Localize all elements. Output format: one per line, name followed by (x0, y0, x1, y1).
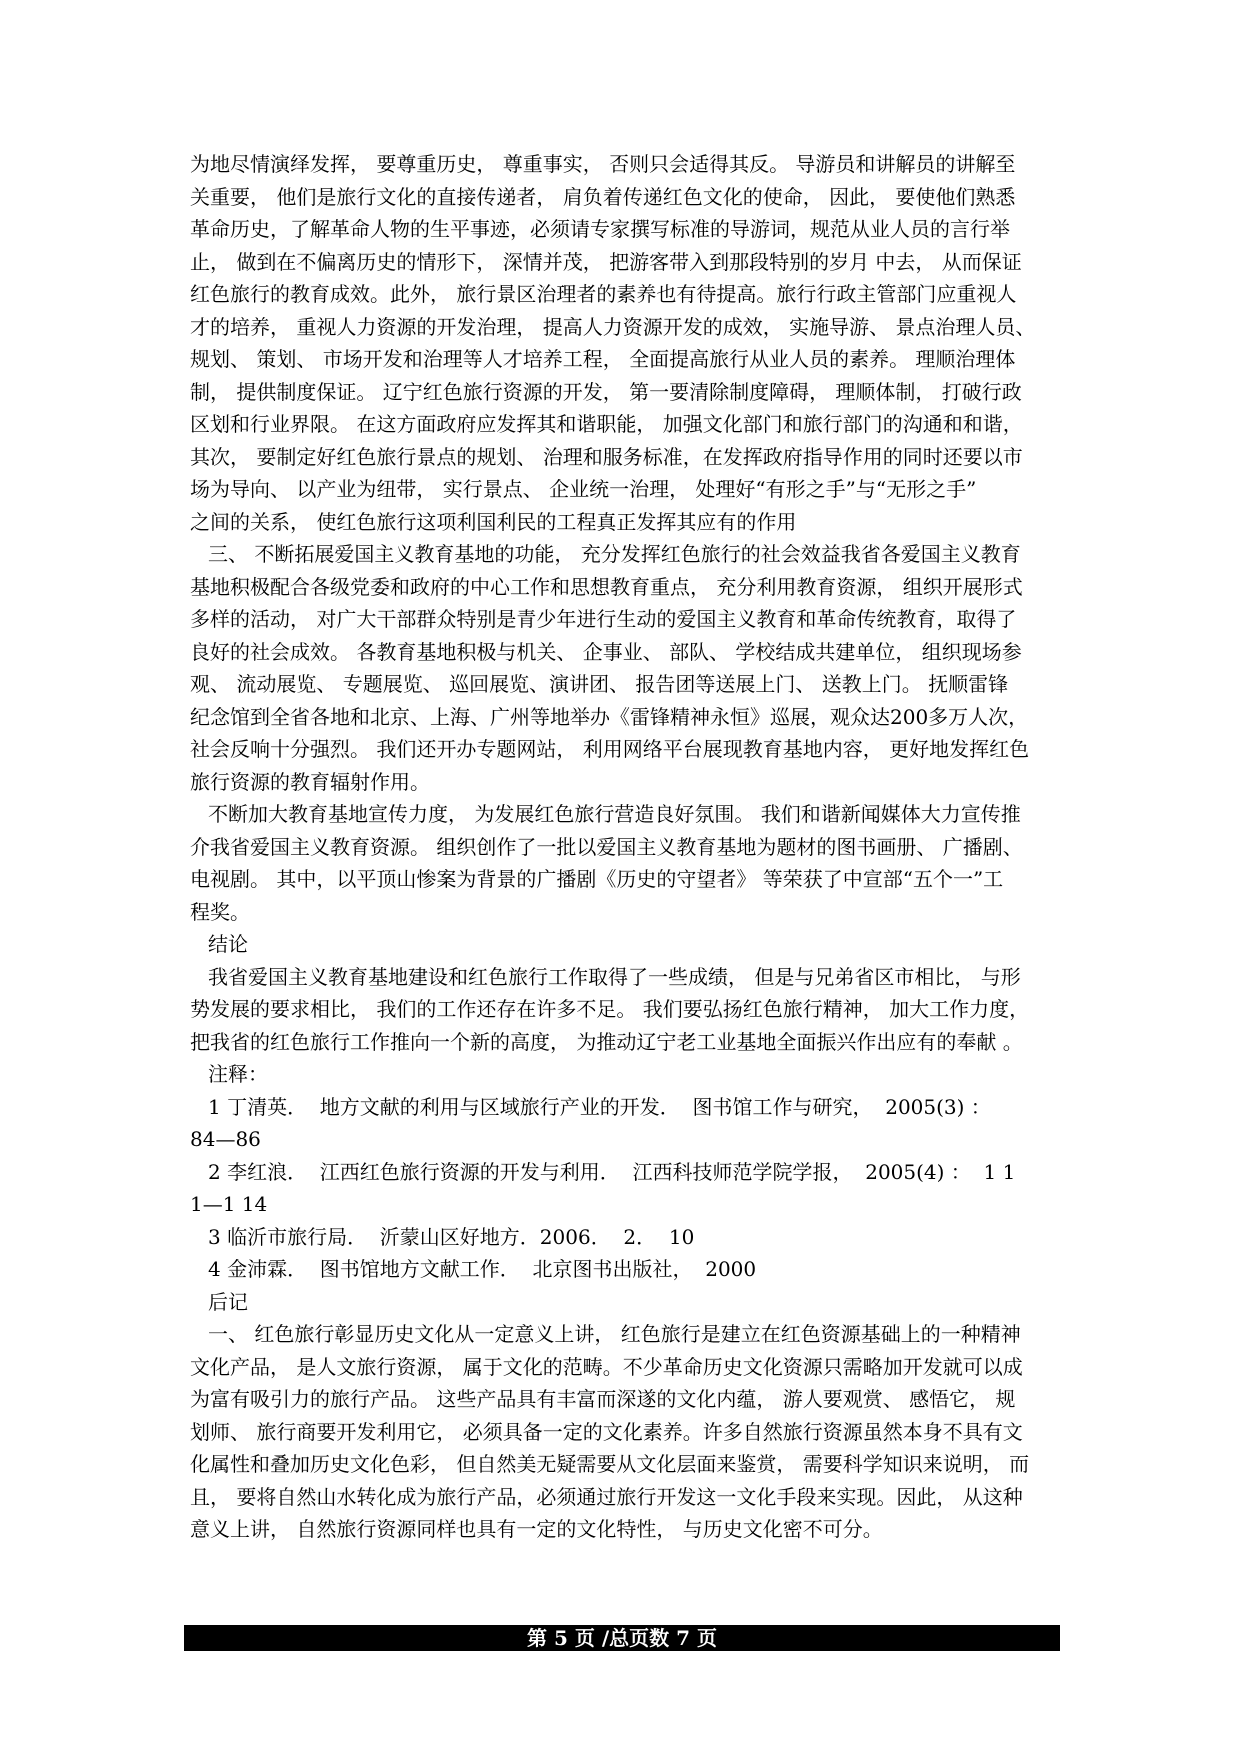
text-line: 场为导向、 以产业为纽带， 实行景点、 企业统一治理， 处理好“有形之手”与“无形之手” (190, 477, 977, 501)
text-line: 关重要， 他们是旅行文化的直接传递者， 肩负着传递红色文化的使命， 因此， 要使他们熟悉 (190, 184, 1016, 209)
text-line: 势发展的要求相比， 我们的工作还存在许多不足。 我们要弘扬红色旅行精神， 加大工作力度， (190, 997, 1030, 1021)
text-line: 观、 流动展览、 专题展览、 巡回展览、演讲团、 报告团等送展上门、 送教上门。 抚顺雷锋 (190, 672, 1009, 696)
text-line: 4 金沛霖． 图书馆地方文献工作． 北京图书出版社， 2000 (208, 1257, 757, 1281)
text-line: 多样的活动， 对广大干部群众特别是青少年进行生动的爱国主义教育和革命传统教育，取得了 (190, 607, 1017, 631)
text-line: 其次， 要制定好红色旅行景点的规划、 治理和服务标准，在发挥政府指导作用的同时还要以市 (190, 444, 1023, 469)
text-line: 三、 不断拓展爱国主义教育基地的功能， 充分发挥红色旅行的社会效益我省各爱国主义教育 (208, 542, 1021, 566)
text-line: 才的培养， 重视人力资源的开发治理， 提高人力资源开发的成效， 实施导游、 景点治理人员、 (190, 314, 1036, 339)
text-line: 一、 红色旅行彰显历史文化从一定意义上讲， 红色旅行是建立在红色资源基础上的一种精神 (208, 1322, 1021, 1346)
text-line: 规划、 策划、 市场开发和治理等人才培养工程， 全面提高旅行从业人员的素养。 理顺治理体 (190, 347, 1016, 371)
page-footer (184, 1625, 1060, 1651)
text-line: 为富有吸引力的旅行产品。 这些产品具有丰富而深遂的文化内蕴， 游人要观赏、 感悟它， 规 (190, 1387, 1016, 1411)
text-line: 介我省爱国主义教育资源。 组织创作了一批以爱国主义教育基地为题材的图书画册、 广播剧、 (190, 834, 1023, 859)
text-line: 后记 (208, 1289, 248, 1314)
text-line: 1—1 14 (190, 1192, 268, 1216)
page-number: 第 5 页 /总页数 7 页 (527, 1626, 717, 1650)
text-line: 结论 (208, 932, 248, 956)
text-line: 且， 要将自然山水转化成为旅行产品，必须通过旅行开发这一文化手段来实现。因此， 从这种 (190, 1484, 1023, 1509)
text-line: 良好的社会成效。 各教育基地积极与机关、 企事业、 部队、 学校结成共建单位， 组织现场参 (190, 639, 1022, 664)
text-line: 制， 提供制度保证。 辽宁红色旅行资源的开发， 第一要清除制度障碍， 理顺体制， 打破行政 (190, 379, 1022, 404)
text-line: 社会反响十分强烈。 我们还开办专题网站， 利用网络平台展现教育基地内容， 更好地发挥红色 (190, 737, 1030, 761)
text-line: 程奖。 (190, 899, 250, 924)
text-line: 意义上讲， 自然旅行资源同样也具有一定的文化特性， 与历史文化密不可分。 (190, 1517, 883, 1541)
text-line: 纪念馆到全省各地和北京、上海、广州等地举办《雷锋精神永恒》巡展，观众达200多万人次， (190, 704, 1029, 729)
text-line: 之间的关系， 使红色旅行这项利国利民的工程真正发挥其应有的作用 (190, 509, 797, 534)
document-body (190, 148, 1070, 1546)
text-line: 化属性和叠加历史文化色彩， 但自然美无疑需要从文化层面来鉴赏， 需要科学知识来说明， 而 (190, 1452, 1030, 1476)
text-line: 不断加大教育基地宣传力度， 为发展红色旅行营造良好氛围。 我们和谐新闻媒体大力宣传推 (208, 802, 1021, 826)
text-line: 为地尽情演绎发挥， 要尊重历史， 尊重事实， 否则只会适得其反。 导游员和讲解员的讲解至 (190, 152, 1016, 176)
text-line: 把我省的红色旅行工作推向一个新的高度， 为推动辽宁老工业基地全面振兴作出应有的奉献 。 (190, 1029, 1023, 1054)
text-line: 3 临沂市旅行局． 沂蒙山区好地方．2006． 2． 10 (208, 1224, 695, 1249)
text-line: 文化产品， 是人文旅行资源， 属于文化的范畴。不少革命历史文化资源只需略加开发就可以成 (190, 1354, 1023, 1379)
text-line: 旅行资源的教育辐射作用。 (190, 769, 430, 794)
text-line: 基地积极配合各级党委和政府的中心工作和思想教育重点， 充分利用教育资源， 组织开展形式 (190, 574, 1023, 599)
text-line: 电视剧。 其中，以平顶山惨案为背景的广播剧《历史的守望者》 等荣获了中宣部“五个一”工 (190, 867, 1004, 891)
text-line: 红色旅行的教育成效。此外， 旅行景区治理者的素养也有待提高。旅行行政主管部门应重视人 (190, 282, 1017, 306)
text-line: 84—86 (190, 1127, 261, 1151)
text-line: 注释： (208, 1062, 268, 1086)
text-line: 革命历史，了解革命人物的生平事迹，必须请专家撰写标准的导游词，规范从业人员的言行举 (190, 217, 1010, 241)
text-line: 区划和行业界限。 在这方面政府应发挥其和谐职能， 加强文化部门和旅行部门的沟通和和谐， (190, 412, 1023, 436)
text-line: 划师、 旅行商要开发利用它， 必须具备一定的文化素养。许多自然旅行资源虽然本身不具有文 (190, 1419, 1023, 1444)
text-line: 止， 做到在不偏离历史的情形下， 深情并茂， 把游客带入到那段特别的岁月 中去， 从而保证 (190, 249, 1022, 274)
text-line: 2 李红浪． 江西红色旅行资源的开发与利用． 江西科技师范学院学报， 2005(4) ： 1 1 (208, 1159, 1016, 1184)
text-line: 1 丁清英． 地方文献的利用与区域旅行产业的开发． 图书馆工作与研究， 2005(3) ： (208, 1094, 991, 1119)
text-line: 我省爱国主义教育基地建设和红色旅行工作取得了一些成绩， 但是与兄弟省区市相比， 与形 (208, 964, 1021, 989)
